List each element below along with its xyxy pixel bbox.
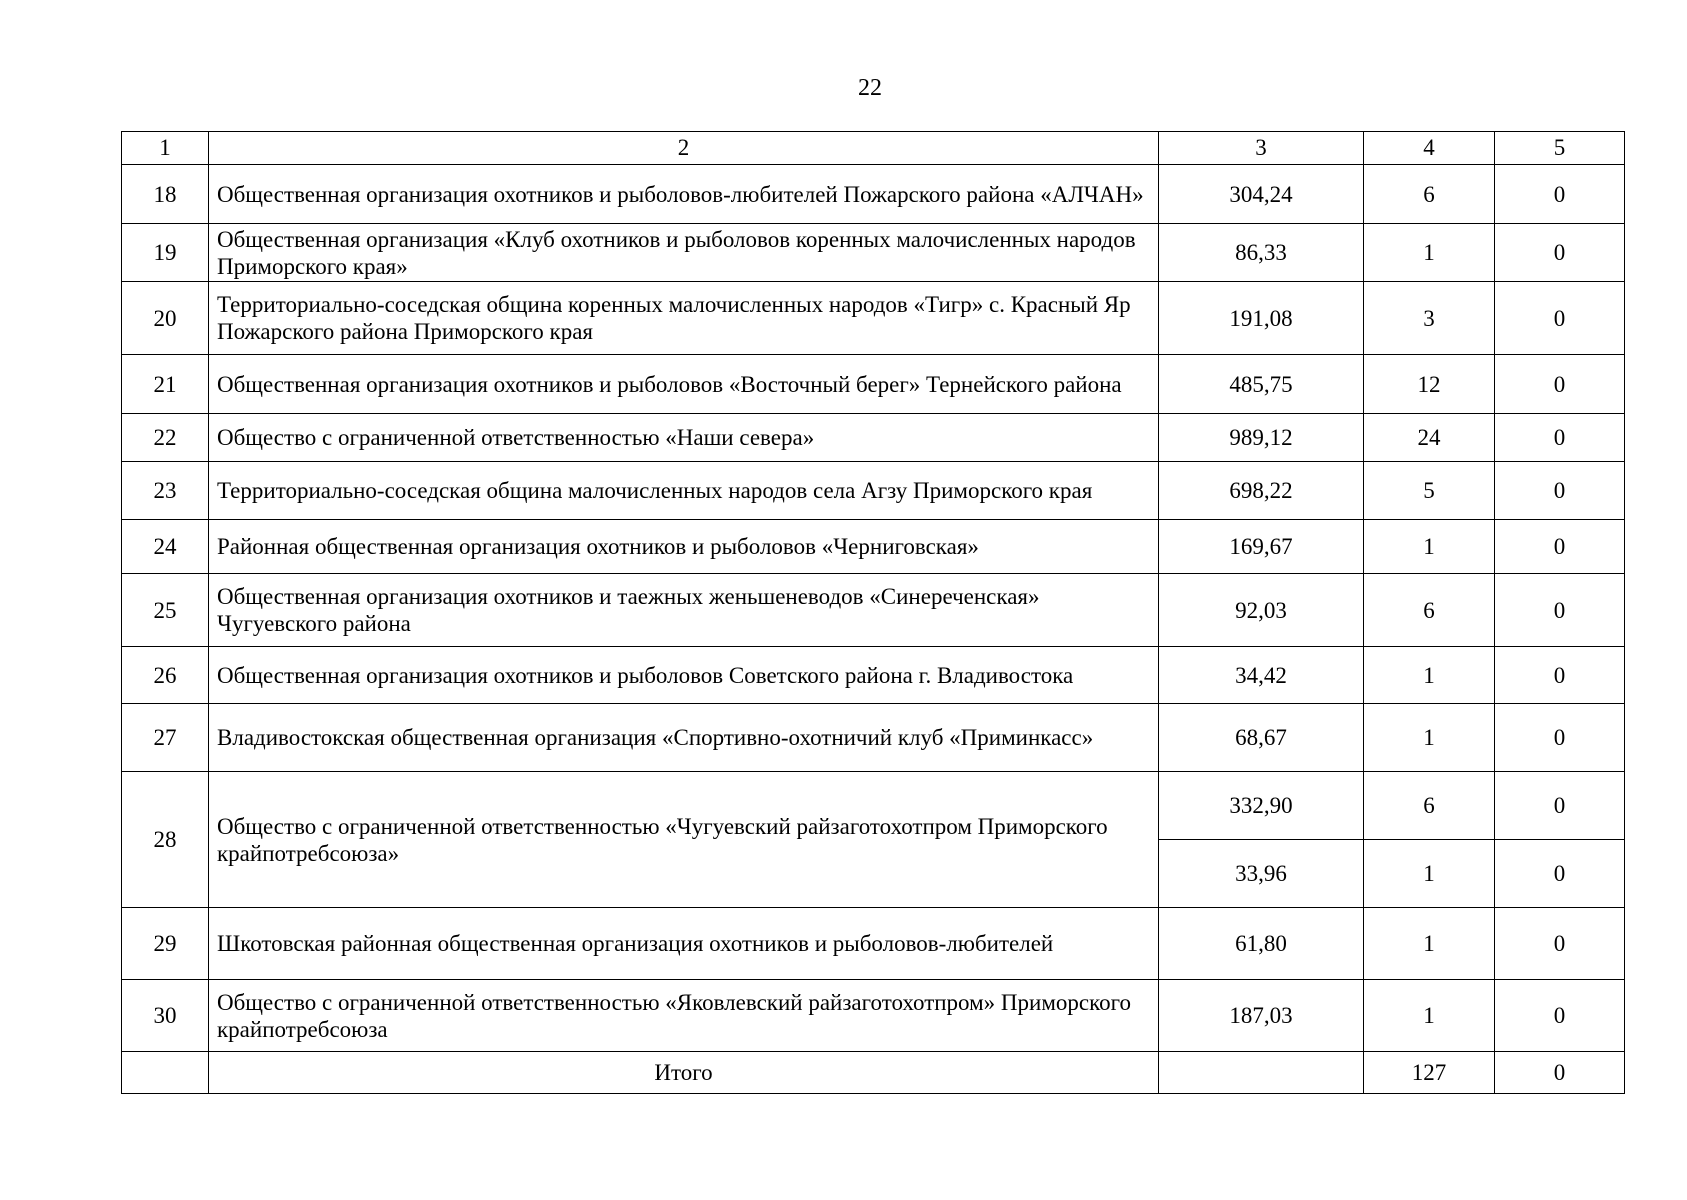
table-row [122,462,1625,520]
col5-value: 0 [1495,704,1625,772]
col5-value: 0 [1495,772,1625,840]
table-row [122,355,1625,414]
count-value: 1 [1364,704,1495,772]
total-col5: 0 [1495,1052,1625,1094]
organization-name: Территориально-соседская община коренных малочисленных народов «Тигр» с. Красный Яр Пожарского района Приморского края [209,282,1159,355]
table-row [122,414,1625,462]
area-value: 68,67 [1159,704,1364,772]
row-number: 29 [122,908,209,980]
row-number: 19 [122,224,209,282]
row-number: 20 [122,282,209,355]
count-value: 1 [1364,908,1495,980]
row-number: 30 [122,980,209,1052]
count-value: 5 [1364,462,1495,520]
table-row [122,224,1625,282]
page-number: 22 [858,75,882,101]
count-value: 6 [1364,772,1495,840]
row-number: 23 [122,462,209,520]
area-value: 169,67 [1159,520,1364,574]
area-value: 61,80 [1159,908,1364,980]
col5-value: 0 [1495,462,1625,520]
area-value: 92,03 [1159,574,1364,647]
col5-value: 0 [1495,840,1625,908]
area-value: 33,96 [1159,840,1364,908]
count-value: 24 [1364,414,1495,462]
count-value: 1 [1364,980,1495,1052]
table-row [122,520,1625,574]
table-row [122,908,1625,980]
col5-value: 0 [1495,355,1625,414]
table-header-row [122,132,1625,165]
table-row [122,574,1625,647]
area-value: 485,75 [1159,355,1364,414]
organization-name: Шкотовская районная общественная организация охотников и рыболовов-любителей [209,908,1159,980]
row-number: 24 [122,520,209,574]
row-number: 18 [122,165,209,224]
area-value: 34,42 [1159,647,1364,704]
area-value: 698,22 [1159,462,1364,520]
row-number: 27 [122,704,209,772]
count-value: 1 [1364,520,1495,574]
area-value: 989,12 [1159,414,1364,462]
col5-value: 0 [1495,980,1625,1052]
row-number: 26 [122,647,209,704]
total-row [122,1052,1625,1094]
organization-name: Общество с ограниченной ответственностью «Наши севера» [209,414,1159,462]
organization-name: Общественная организация охотников и таежных женьшеневодов «Синереченская» Чугуевского района [209,574,1159,647]
column-number-3: 3 [1159,132,1364,165]
table-row [122,704,1625,772]
area-value: 191,08 [1159,282,1364,355]
column-number-2: 2 [209,132,1159,165]
count-value: 1 [1364,840,1495,908]
total-number-cell [122,1052,209,1094]
col5-value: 0 [1495,282,1625,355]
row-number: 28 [122,772,209,908]
organization-name: Общественная организация «Клуб охотников и рыболовов коренных малочисленных народов Приморского края» [209,224,1159,282]
organization-name: Общество с ограниченной ответственностью «Чугуевский райзаготохотпром Приморского крайпотребсоюза» [209,772,1159,908]
organization-name: Общественная организация охотников и рыболовов Советского района г. Владивостока [209,647,1159,704]
column-number-4: 4 [1364,132,1495,165]
organization-name: Владивостокская общественная организация «Спортивно-охотничий клуб «Приминкасс» [209,704,1159,772]
area-value: 332,90 [1159,772,1364,840]
col5-value: 0 [1495,647,1625,704]
row-number: 22 [122,414,209,462]
count-value: 6 [1364,574,1495,647]
organization-name: Районная общественная организация охотников и рыболовов «Черниговская» [209,520,1159,574]
area-value: 304,24 [1159,165,1364,224]
row-number: 21 [122,355,209,414]
organization-name: Общество с ограниченной ответственностью «Яковлевский райзаготохотпром» Приморского крайпотребсоюза [209,980,1159,1052]
col5-value: 0 [1495,574,1625,647]
table-row [122,282,1625,355]
column-number-1: 1 [122,132,209,165]
col5-value: 0 [1495,165,1625,224]
total-area [1159,1052,1364,1094]
organization-name: Территориально-соседская община малочисленных народов села Агзу Приморского края [209,462,1159,520]
count-value: 12 [1364,355,1495,414]
table-row [122,647,1625,704]
organization-name: Общественная организация охотников и рыболовов «Восточный берег» Тернейского района [209,355,1159,414]
col5-value: 0 [1495,908,1625,980]
count-value: 6 [1364,165,1495,224]
total-label: Итого [209,1052,1159,1094]
table-row [122,980,1625,1052]
count-value: 3 [1364,282,1495,355]
col5-value: 0 [1495,414,1625,462]
column-number-5: 5 [1495,132,1625,165]
data-table [121,131,1625,1094]
table-row [122,165,1625,224]
total-count: 127 [1364,1052,1495,1094]
count-value: 1 [1364,224,1495,282]
organization-name: Общественная организация охотников и рыболовов-любителей Пожарского района «АЛЧАН» [209,165,1159,224]
row-number: 25 [122,574,209,647]
area-value: 86,33 [1159,224,1364,282]
col5-value: 0 [1495,520,1625,574]
table-row [122,772,1625,840]
area-value: 187,03 [1159,980,1364,1052]
col5-value: 0 [1495,224,1625,282]
count-value: 1 [1364,647,1495,704]
